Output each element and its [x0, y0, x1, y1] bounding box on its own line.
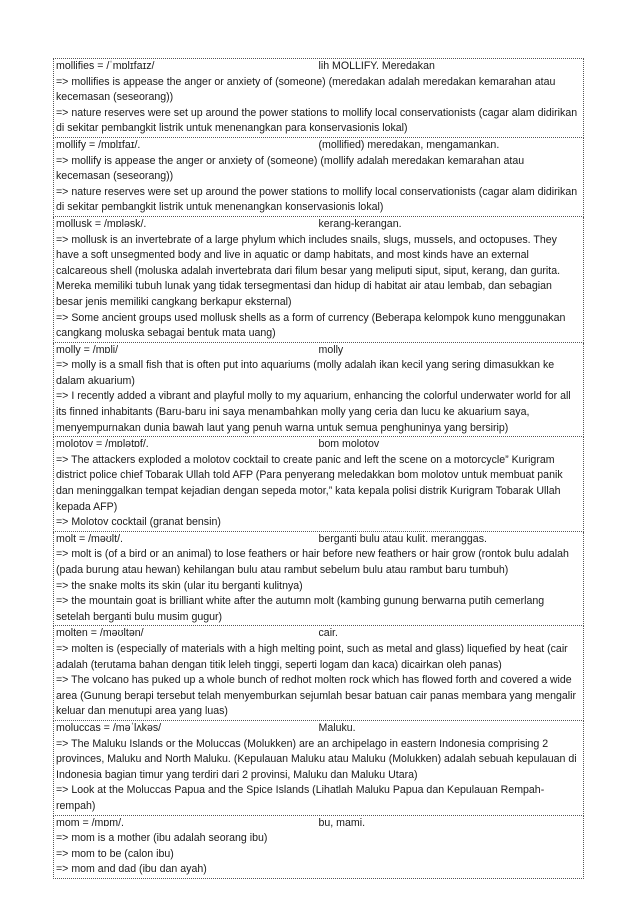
gloss: kerang-kerangan. — [318, 217, 402, 230]
dictionary-entry — [53, 816, 584, 879]
dictionary-entries — [53, 58, 584, 879]
entry-header — [56, 217, 581, 233]
entry-header — [56, 816, 581, 832]
example-line: => molt is (of a bird or an animal) to lose feathers or hair before new feathers or hair grow (rontok bulu adalah (pada burung atau hewan) kehilangan bulu atau rambut sebelum bulu atau rambut baru tumbuh) — [56, 548, 569, 576]
dictionary-entry — [53, 437, 584, 532]
example-line: => nature reserves were set up around the power stations to mollify local conservationists (cagar alam didirikan di sekitar pembangkit listrik untuk menenangkan para konservasionis lokal) — [56, 106, 578, 135]
example-line: => mom is a mother (ibu adalah seorang ibu) — [56, 832, 268, 845]
entry-header — [56, 59, 581, 75]
gloss: Maluku. — [318, 721, 356, 734]
example-line: => mollify is appease the anger or anxiety of (someone) (mollify adalah meredakan kemarahan atau kecemasan (seseorang)) — [56, 154, 525, 183]
example-line: => The volcano has puked up a whole bunch of redhot molten rock which has flowed forth and covered a wide area (Gunung berapi tersebut telah menyemburkan sejumlah besar batuan cair panas membara yang mengalir keluar dan menutupi area yang luas) — [56, 674, 576, 718]
example-line: => Look at the Moluccas Papua and the Spice Islands (Lihatlah Maluku Papua dan Kepulauan Rempah-rempah) — [56, 784, 545, 812]
entry-header — [56, 437, 581, 453]
headword: mollusk = /mɒləsk/. — [56, 217, 147, 230]
example-line: => The attackers exploded a molotov cocktail to create panic and left the scene on a motorcycle” Kurigram district police chief Tobarak Ullah told AFP (Para penyerang meledakkan bom molotov untuk membuat panik dan meninggalkan tempat kejadian dengan sepeda motor,” kata kepala polisi distrik Kurigram Tobarak Ullah kepada AFP) — [56, 453, 563, 513]
dictionary-entry — [53, 721, 584, 816]
example-line: => The Maluku Islands or the Moluccas (Molukken) are an archipelago in eastern Indonesia comprising 2 provinces, Maluku and North Maluku. (Kepulauan Maluku atau Maluku (Molukken) adalah sebuah kepulauan di Indonesia bagian timur yang terdiri dari 2 provinsi, Maluku dan Maluku Utara) — [56, 737, 577, 781]
entry-header — [56, 721, 581, 737]
gloss: cair. — [318, 627, 338, 640]
example-line: => nature reserves were set up around the power stations to mollify local conservationists (cagar alam didirikan di sekitar pembangkit listrik untuk menenangkan konservasionis lokal) — [56, 185, 578, 214]
dictionary-entry — [53, 626, 584, 721]
gloss: molly — [318, 343, 344, 356]
headword: mollify = /mɒlɪfaɪ/. — [56, 138, 141, 151]
gloss: bu, mami. — [318, 816, 366, 829]
dictionary-entry — [53, 138, 584, 217]
entry-header — [56, 532, 581, 548]
entry-header — [56, 626, 581, 642]
example-line: => mollusk is an invertebrate of a large phylum which includes snails, slugs, mussels, and octopuses. They have a soft unsegmented body and live in aquatic or damp habitats, and most kinds have an external calcareous shell (moluska adalah invertebrata dari filum besar yang meliputi siput, siput, kerang, dan gurita. Mereka memiliki tubuh lunak yang tidak tersegmentasi dan hidup di habitat air atau lembab, dan sebagian besar jenis memiliki cangkang berkapur eksternal) — [56, 233, 561, 308]
dictionary-entry — [53, 217, 584, 343]
headword: molly = /mɒli/ — [56, 343, 119, 356]
headword: mollifies = /ˈmɒlɪfaɪz/ — [56, 60, 155, 72]
dictionary-entry — [53, 532, 584, 627]
example-line: => the mountain goat is brilliant white after the autumn molt (kambing gunung berwarna putih cemerlang setelah berganti bulu musim gugur) — [56, 595, 545, 623]
example-line: => mom to be (calon ibu) — [56, 847, 174, 860]
headword: molotov = /mɒlətɒf/. — [56, 438, 149, 451]
headword: molt = /məʊlt/. — [56, 532, 123, 545]
entry-header — [56, 343, 581, 359]
example-line: => molly is a small fish that is often put into aquariums (molly adalah ikan kecil yang sering dimasukkan ke dalam akuarium) — [56, 359, 555, 387]
headword: mom = /mɒm/. — [56, 816, 124, 829]
entry-header — [56, 138, 581, 154]
example-line: => Some ancient groups used mollusk shells as a form of currency (Beberapa kelompok kuno menggunakan cangkang moluska sebagai bentuk mata uang) — [56, 311, 566, 340]
gloss: (mollified) meredakan, mengamankan. — [318, 138, 500, 151]
example-line: => mollifies is appease the anger or anxiety of (someone) (meredakan adalah meredakan kemarahan atau kecemasan (seseorang)) — [56, 75, 556, 104]
dictionary-entry — [53, 343, 584, 438]
example-line: => I recently added a vibrant and playful molly to my aquarium, enhancing the colorful underwater world for all its finned inhabitants (Baru-baru ini saya menambahkan molly yang ceria dan lucu ke akuarium saya, menyempurnakan dunia bawah laut yang penuh warna untuk semua penghuninya yang bersirip) — [56, 390, 571, 434]
example-line: => molten is (especially of materials with a high melting point, such as metal and glass) liquefied by heat (cair adalah (terutama bahan dengan titik leleh tinggi, seperti logam dan kaca) dicairkan oleh panas) — [56, 642, 568, 671]
example-line: => mom and dad (ibu dan ayah) — [56, 863, 207, 876]
gloss: lih MOLLIFY. Meredakan — [318, 60, 435, 72]
headword: molten = /məʊltən/ — [56, 627, 144, 640]
dictionary-entry — [53, 58, 584, 138]
headword: moluccas = /məˈlʌkəs/ — [56, 721, 162, 734]
example-line: => the snake molts its skin (ular itu berganti kulitnya) — [56, 579, 303, 592]
example-line: => Molotov cocktail (granat bensin) — [56, 516, 221, 529]
gloss: berganti bulu atau kulit. meranggas. — [318, 532, 487, 545]
gloss: bom molotov — [318, 438, 380, 451]
